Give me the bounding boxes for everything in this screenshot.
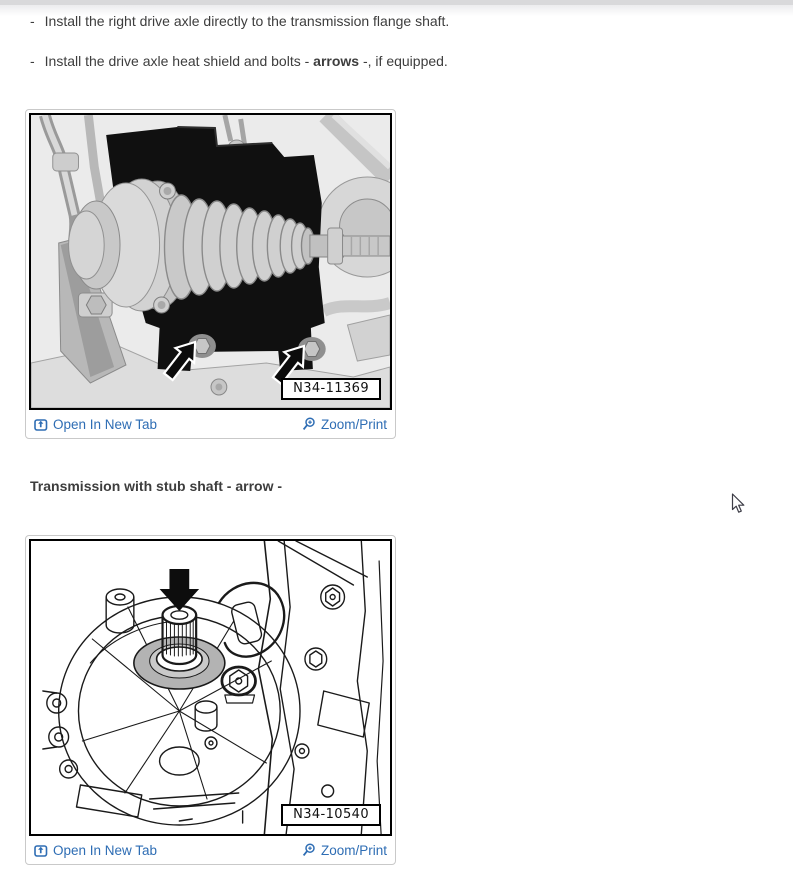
magnifier-plus-icon: [302, 417, 316, 431]
figure-card: [25, 535, 396, 865]
figure-caption: Transmission with stub shaft - arrow -: [30, 478, 283, 494]
figure-toolbar: [29, 836, 392, 864]
figure-image: [29, 113, 392, 410]
open-in-new-tab-icon: [34, 844, 48, 857]
figure-card: [25, 109, 396, 439]
instruction-text: [45, 52, 448, 71]
magnifier-plus-icon: [302, 843, 316, 857]
instruction-text-before: Install the drive axle heat shield and bolts -: [44, 53, 314, 69]
zoom-print-label: Zoom/Print: [320, 842, 387, 858]
figure-number-label: N34-11369: [281, 378, 381, 400]
zoom-print-label: Zoom/Print: [320, 416, 387, 432]
zoom-print-link[interactable]: [302, 417, 387, 432]
open-in-new-tab-link[interactable]: [34, 843, 157, 858]
open-in-new-tab-label: Open In New Tab: [53, 842, 158, 858]
mouse-cursor: [731, 493, 749, 515]
zoom-print-link[interactable]: [302, 843, 387, 858]
instruction-item: [30, 12, 750, 31]
instruction-text-bold: arrows: [313, 53, 360, 69]
instruction-text-after: -, if equipped.: [359, 53, 448, 69]
bullet-dash: -: [30, 53, 35, 69]
transmission-stub-shaft-illustration: [31, 541, 390, 834]
instruction-text-before: Install the right drive axle directly to the transmission flange shaft.: [44, 13, 450, 29]
drive-axle-heat-shield-illustration: [31, 115, 390, 408]
bullet-dash: -: [30, 13, 35, 29]
open-in-new-tab-icon: [34, 418, 48, 431]
open-in-new-tab-link[interactable]: [34, 417, 157, 432]
instruction-item: [30, 52, 750, 71]
open-in-new-tab-label: Open In New Tab: [53, 416, 158, 432]
instruction-text: [45, 12, 450, 31]
figure-image: [29, 539, 392, 836]
figure-toolbar: [29, 410, 392, 438]
figure-number-label: N34-10540: [281, 804, 381, 826]
